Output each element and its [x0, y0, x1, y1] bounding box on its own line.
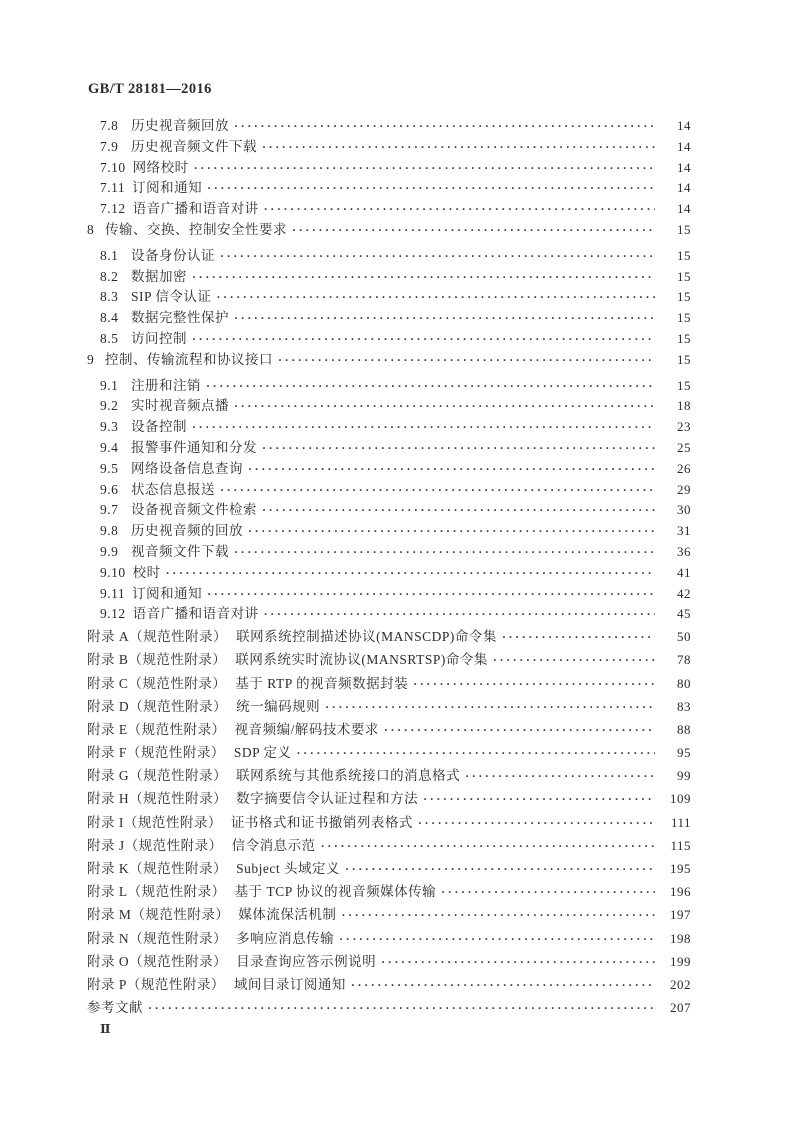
- toc-entry: [87, 376, 691, 397]
- toc-entry: [87, 521, 691, 542]
- toc-leader-dots: [321, 834, 655, 858]
- toc-entry-title: 校时: [132, 564, 161, 580]
- toc-entry-title: 数字摘要信令认证过程和方法: [236, 791, 419, 807]
- toc-leader-dots: [234, 542, 655, 563]
- toc-entry-page: 15: [677, 330, 691, 346]
- toc-leader-dots: [441, 880, 655, 904]
- toc-entry-number: 附录 J（规范性附录）: [87, 837, 223, 853]
- toc-entry: [87, 220, 691, 241]
- toc-leader-dots: [192, 417, 655, 438]
- toc-leader-dots: [418, 811, 655, 835]
- toc-entry-page: 111: [670, 814, 691, 830]
- footer-page-number: Ⅱ: [100, 1022, 111, 1036]
- toc-entry-title: 参考文献: [87, 1000, 143, 1016]
- toc-entry-number: 附录 H（规范性附录）: [87, 791, 228, 807]
- toc-entry-title: 状态信息报送: [131, 481, 215, 497]
- toc-leader-dots: [292, 220, 655, 241]
- toc-entry: [87, 287, 691, 308]
- toc-entry-title: 历史视音频的回放: [131, 523, 243, 539]
- toc-entry-number: 附录 K（规范性附录）: [87, 861, 228, 876]
- toc-entry-title: 注册和注销: [131, 377, 201, 393]
- toc-entry: [87, 158, 691, 179]
- toc-entry-title: 语音广播和语音对讲: [132, 201, 259, 217]
- toc-entry-page: 197: [670, 907, 691, 923]
- toc-entry: [87, 459, 691, 480]
- toc-entry: [87, 542, 691, 563]
- toc-entry-page: 15: [677, 268, 691, 284]
- toc-entry: [87, 834, 691, 857]
- toc-entry: [87, 604, 691, 625]
- toc-entry-title: 网络设备信息查询: [131, 460, 243, 476]
- toc-leader-dots: [216, 287, 655, 308]
- toc-entry-page: 50: [677, 629, 691, 645]
- toc-leader-dots: [234, 308, 655, 329]
- toc-entry-number: 9.1: [100, 377, 119, 393]
- toc-entry-title: 联网系统控制描述协议(MANSCDP)命令集: [236, 629, 497, 645]
- toc-entry-page: 202: [670, 976, 691, 992]
- toc-entry-page: 26: [677, 460, 691, 476]
- toc-entry-title: 历史视音频回放: [131, 118, 229, 133]
- toc-entry-number: 7.9: [100, 138, 119, 154]
- toc-entry-title: 信令消息示范: [231, 837, 316, 853]
- toc-entry-number: 附录 N（规范性附录）: [87, 930, 228, 946]
- toc-entry-title: 数据加密: [131, 268, 187, 284]
- table-of-contents: [87, 116, 691, 1019]
- toc-entry-title: 访问控制: [131, 330, 187, 346]
- toc-entry-number: 9: [87, 351, 95, 367]
- toc-entry-number: 7.8: [100, 118, 119, 133]
- toc-entry-page: 25: [677, 439, 691, 455]
- toc-entry-title: 网络校时: [132, 159, 189, 175]
- toc-entry-title: 基于 TCP 协议的视音频媒体传输: [234, 884, 437, 900]
- toc-entry-page: 23: [677, 419, 691, 435]
- toc-entry-number: 附录 P（规范性附录）: [87, 976, 225, 992]
- toc-entry: [87, 787, 691, 810]
- toc-leader-dots: [262, 438, 655, 459]
- toc-entry-number: 附录 F（规范性附录）: [87, 745, 225, 761]
- toc-entry-title: 设备视音频文件检索: [131, 502, 257, 518]
- toc-entry-title: 传输、交换、控制安全性要求: [105, 221, 287, 237]
- toc-entry-number: 9.11: [100, 585, 126, 601]
- toc-entry-page: 41: [677, 564, 691, 580]
- toc-leader-dots: [345, 857, 655, 881]
- toc-entry-page: 15: [677, 377, 691, 393]
- toc-leader-dots: [264, 199, 655, 220]
- toc-entry-title: 联网系统实时流协议(MANSRTSP)命令集: [235, 652, 488, 668]
- toc-entry: [87, 417, 691, 438]
- toc-leader-dots: [297, 741, 655, 765]
- toc-entry-title: 设备控制: [131, 419, 187, 435]
- toc-leader-dots: [166, 563, 655, 584]
- toc-entry-title: 证书格式和证书撤销列表格式: [230, 814, 413, 830]
- toc-entry: [87, 438, 691, 459]
- toc-entry-page: 207: [670, 1000, 691, 1016]
- toc-entry-page: 18: [677, 398, 691, 414]
- toc-entry: [87, 672, 691, 695]
- toc-leader-dots: [262, 500, 655, 521]
- toc-leader-dots: [325, 695, 655, 719]
- toc-entry-number: 8.5: [100, 330, 119, 346]
- toc-entry: [87, 246, 691, 267]
- toc-leader-dots: [339, 927, 655, 951]
- toc-entry-page: 30: [677, 502, 691, 518]
- toc-entry-title: 基于 RTP 的视音频数据封装: [235, 675, 409, 691]
- toc-entry: [87, 267, 691, 288]
- toc-leader-dots: [502, 625, 655, 649]
- toc-entry-title: 实时视音频点播: [131, 398, 229, 414]
- toc-entry: [87, 480, 691, 501]
- toc-entry-title: 视音频文件下载: [131, 543, 229, 559]
- toc-leader-dots: [207, 178, 655, 199]
- toc-entry-title: 统一编码规则: [236, 698, 321, 714]
- toc-entry: [87, 563, 691, 584]
- toc-entry: [87, 396, 691, 417]
- toc-entry: [87, 996, 691, 1019]
- toc-entry-title: 报警事件通知和分发: [131, 439, 257, 455]
- toc-entry-title: 域间目录订阅通知: [233, 976, 346, 992]
- toc-entry: [87, 116, 691, 137]
- toc-entry: [87, 350, 691, 371]
- toc-entry-number: 附录 B（规范性附录）: [87, 652, 227, 668]
- toc-leader-dots: [207, 584, 655, 605]
- toc-entry-number: 附录 G（规范性附录）: [87, 768, 228, 784]
- toc-leader-dots: [192, 267, 655, 288]
- toc-entry-number: 附录 D（规范性附录）: [87, 698, 228, 714]
- toc-entry: [87, 973, 691, 996]
- toc-entry-title: 联网系统与其他系统接口的消息格式: [236, 768, 461, 784]
- toc-entry-page: 195: [670, 861, 691, 876]
- toc-entry-page: 14: [677, 138, 691, 154]
- toc-entry-title: Subject 头域定义: [236, 861, 340, 876]
- toc-entry: [87, 199, 691, 220]
- toc-entry-page: 42: [677, 585, 691, 601]
- toc-entry-number: 9.4: [100, 439, 119, 455]
- toc-entry-page: 15: [677, 221, 691, 237]
- toc-entry-title: 多响应消息传输: [236, 930, 335, 946]
- toc-entry: [87, 695, 691, 718]
- toc-leader-dots: [248, 459, 655, 480]
- toc-entry-number: 9.7: [100, 502, 119, 518]
- toc-entry-page: 198: [670, 930, 691, 946]
- toc-entry: [87, 950, 691, 973]
- toc-entry: [87, 741, 691, 764]
- toc-entry: [87, 178, 691, 199]
- toc-entry-page: 36: [677, 543, 691, 559]
- toc-entry-page: 109: [670, 791, 691, 807]
- toc-entry-number: 9.9: [100, 543, 119, 559]
- toc-entry-number: 附录 E（规范性附录）: [87, 721, 226, 737]
- toc-leader-dots: [220, 480, 655, 501]
- toc-entry-number: 9.10: [100, 564, 126, 580]
- toc-leader-dots: [234, 116, 655, 137]
- toc-leader-dots: [234, 396, 655, 417]
- toc-entry-page: 88: [677, 721, 691, 737]
- toc-entry: [87, 625, 691, 648]
- toc-entry-title: 历史视音频文件下载: [131, 138, 257, 154]
- toc-entry-page: 29: [677, 481, 691, 497]
- toc-entry-page: 99: [677, 768, 691, 784]
- toc-entry: [87, 880, 691, 903]
- toc-leader-dots: [220, 246, 655, 267]
- toc-entry-page: 14: [677, 118, 691, 133]
- toc-entry: [87, 764, 691, 787]
- toc-entry-page: 199: [670, 953, 691, 969]
- toc-entry: [87, 584, 691, 605]
- toc-entry-page: 196: [670, 884, 691, 900]
- toc-entry-title: 视音频编/解码技术要求: [234, 721, 379, 737]
- toc-entry-number: 附录 I（规范性附录）: [87, 814, 222, 830]
- toc-entry-number: 附录 A（规范性附录）: [87, 629, 228, 645]
- toc-entry-title: 订阅和通知: [132, 180, 203, 196]
- toc-leader-dots: [278, 350, 655, 371]
- toc-entry-title: SIP 信令认证: [131, 289, 212, 305]
- toc-leader-dots: [351, 973, 655, 997]
- toc-entry-number: 8.1: [100, 247, 119, 263]
- toc-entry-title: 数据完整性保护: [131, 310, 229, 326]
- toc-leader-dots: [206, 376, 655, 397]
- toc-entry-page: 78: [677, 652, 691, 668]
- toc-entry-page: 14: [677, 180, 691, 196]
- toc-entry: [87, 811, 691, 834]
- toc-leader-dots: [423, 787, 655, 811]
- toc-entry-title: 语音广播和语音对讲: [132, 606, 259, 622]
- toc-entry-page: 15: [677, 289, 691, 305]
- toc-entry: [87, 500, 691, 521]
- toc-entry-number: 8.3: [100, 289, 119, 305]
- toc-entry-title: 控制、传输流程和协议接口: [105, 351, 273, 367]
- toc-entry-number: 8.2: [100, 268, 119, 284]
- toc-entry-number: 9.5: [100, 460, 119, 476]
- toc-entry-number: 附录 M（规范性附录）: [87, 907, 230, 923]
- toc-leader-dots: [148, 996, 655, 1020]
- toc-leader-dots: [262, 137, 655, 158]
- toc-leader-dots: [384, 718, 655, 742]
- toc-entry-number: 7.11: [100, 180, 126, 196]
- toc-leader-dots: [341, 903, 655, 927]
- toc-entry: [87, 308, 691, 329]
- toc-entry: [87, 648, 691, 671]
- toc-entry-number: 9.12: [100, 606, 126, 622]
- toc-entry: [87, 903, 691, 926]
- toc-entry: [87, 718, 691, 741]
- toc-entry-page: 115: [670, 837, 691, 853]
- toc-leader-dots: [192, 329, 655, 350]
- toc-entry-number: 附录 L（规范性附录）: [87, 884, 226, 900]
- toc-entry-title: 媒体流保活机制: [238, 907, 337, 923]
- toc-entry-page: 45: [677, 606, 691, 622]
- toc-entry-number: 9.6: [100, 481, 119, 497]
- toc-entry-number: 7.12: [100, 201, 126, 217]
- toc-entry-title: SDP 定义: [233, 745, 292, 761]
- toc-entry-title: 设备身份认证: [131, 247, 215, 263]
- toc-entry-page: 14: [677, 159, 691, 175]
- toc-entry-page: 31: [677, 523, 691, 539]
- toc-leader-dots: [493, 648, 655, 672]
- toc-entry-number: 9.3: [100, 419, 119, 435]
- toc-entry-number: 9.8: [100, 523, 119, 539]
- toc-entry-page: 15: [677, 351, 691, 367]
- toc-entry-page: 15: [677, 247, 691, 263]
- toc-entry-page: 14: [677, 201, 691, 217]
- toc-leader-dots: [465, 764, 655, 788]
- toc-entry: [87, 857, 691, 880]
- toc-entry: [87, 927, 691, 950]
- toc-entry-number: 7.10: [100, 159, 126, 175]
- toc-entry-number: 9.2: [100, 398, 119, 414]
- toc-entry-title: 订阅和通知: [132, 585, 203, 601]
- toc-entry: [87, 329, 691, 350]
- toc-entry-page: 83: [677, 698, 691, 714]
- document-standard-number: GB/T 28181—2016: [88, 81, 212, 97]
- toc-leader-dots: [248, 521, 655, 542]
- toc-leader-dots: [413, 672, 655, 696]
- toc-entry: [87, 137, 691, 158]
- toc-entry-number: 附录 O（规范性附录）: [87, 953, 228, 969]
- toc-entry-number: 附录 C（规范性附录）: [87, 675, 227, 691]
- toc-leader-dots: [194, 158, 655, 179]
- toc-entry-title: 目录查询应答示例说明: [236, 953, 377, 969]
- toc-entry-number: 8: [87, 221, 95, 237]
- toc-leader-dots: [264, 604, 655, 625]
- toc-entry-page: 80: [677, 675, 691, 691]
- toc-entry-page: 15: [677, 310, 691, 326]
- toc-entry-number: 8.4: [100, 310, 119, 326]
- toc-entry-page: 95: [677, 745, 691, 761]
- toc-leader-dots: [381, 950, 655, 974]
